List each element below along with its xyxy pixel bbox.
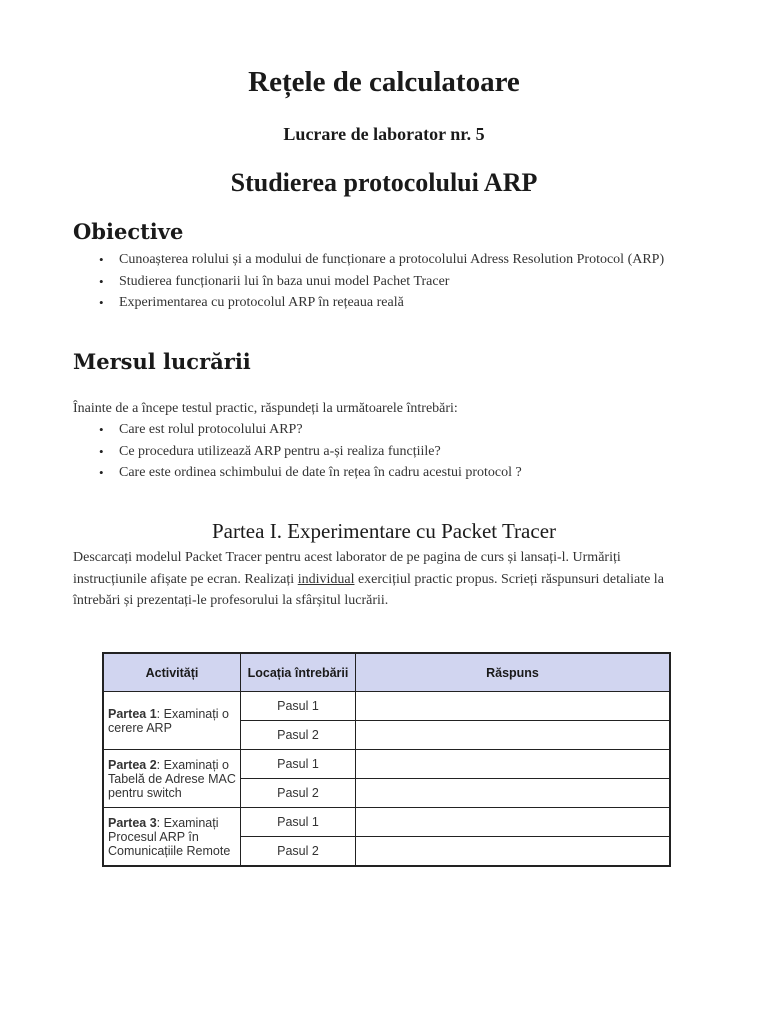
activity-cell: Partea 3: Examinați Procesul ARP în Comunicațiile Remote <box>103 808 241 867</box>
activity-cell: Partea 2: Examinați o Tabelă de Adrese MAC pentru switch <box>103 750 241 808</box>
list-item: • Experimentarea cu protocolul ARP în rețeaua reală <box>119 292 684 314</box>
document-title: Rețele de calculatoare <box>248 66 520 98</box>
step-cell: Pasul 1 <box>241 750 356 779</box>
step-cell: Pasul 2 <box>241 837 356 867</box>
list-item: • Cunoașterea rolului și a modului de funcționare a protocolului Adress Resolution Protocol (ARP) <box>119 249 684 271</box>
objectives-list <box>99 249 684 314</box>
part1-instructions: Descarcați modelul Packet Tracer pentru acest laborator de pe pagina de curs și lansați-l. Urmăriți instrucțiunile afișate pe ecran. Realizați individual exercițiul practic propus. Scrieți răspunsuri detaliate la întrebări și prezentați-le profesorului la sfârșitul lucrării. <box>73 550 664 608</box>
lab-topic-title: Studierea protocolului ARP <box>230 168 538 197</box>
list-item: • Care est rolul protocolului ARP? <box>119 419 684 441</box>
column-header-answer: Răspuns <box>356 653 671 692</box>
answer-cell[interactable] <box>356 721 671 750</box>
part1-title: Partea I. Experimentare cu Packet Tracer <box>211 519 557 543</box>
activity-cell: Partea 1: Examinați o cerere ARP <box>103 692 241 750</box>
bullet-icon: • <box>99 273 104 289</box>
step-cell: Pasul 2 <box>241 721 356 750</box>
answers-table <box>102 652 671 867</box>
step-cell: Pasul 2 <box>241 779 356 808</box>
answer-cell[interactable] <box>356 837 671 867</box>
table-row <box>103 750 670 779</box>
table-row <box>103 808 670 837</box>
bullet-icon: • <box>99 252 104 267</box>
list-item: • Care este ordinea schimbului de date în rețea în cadru acestui protocol ? <box>119 462 684 484</box>
table-header-row <box>103 653 670 692</box>
bullet-icon: • <box>99 443 104 459</box>
answer-cell[interactable] <box>356 808 671 837</box>
list-item: • Studierea funcționarii lui în baza unui model Pachet Tracer <box>119 271 684 293</box>
procedure-intro: Înainte de a începe testul practic, răspundeți la următoarele întrebări: <box>73 401 458 416</box>
step-cell: Pasul 1 <box>241 808 356 837</box>
answer-cell[interactable] <box>356 779 671 808</box>
questions-list <box>99 419 684 484</box>
column-header-activities: Activități <box>103 653 241 692</box>
answer-cell[interactable] <box>356 692 671 721</box>
procedure-heading: Mersul lucrării <box>73 349 251 374</box>
lab-subtitle: Lucrare de laborator nr. 5 <box>283 124 485 144</box>
bullet-icon: • <box>99 465 104 480</box>
column-header-location: Locația întrebării <box>241 653 356 692</box>
objectives-heading: Obiective <box>73 219 184 244</box>
bullet-icon: • <box>99 295 104 310</box>
table-row <box>103 692 670 721</box>
step-cell: Pasul 1 <box>241 692 356 721</box>
answer-cell[interactable] <box>356 750 671 779</box>
list-item: • Ce procedura utilizează ARP pentru a-și realiza funcțiile? <box>119 441 684 463</box>
bullet-icon: • <box>99 422 104 437</box>
